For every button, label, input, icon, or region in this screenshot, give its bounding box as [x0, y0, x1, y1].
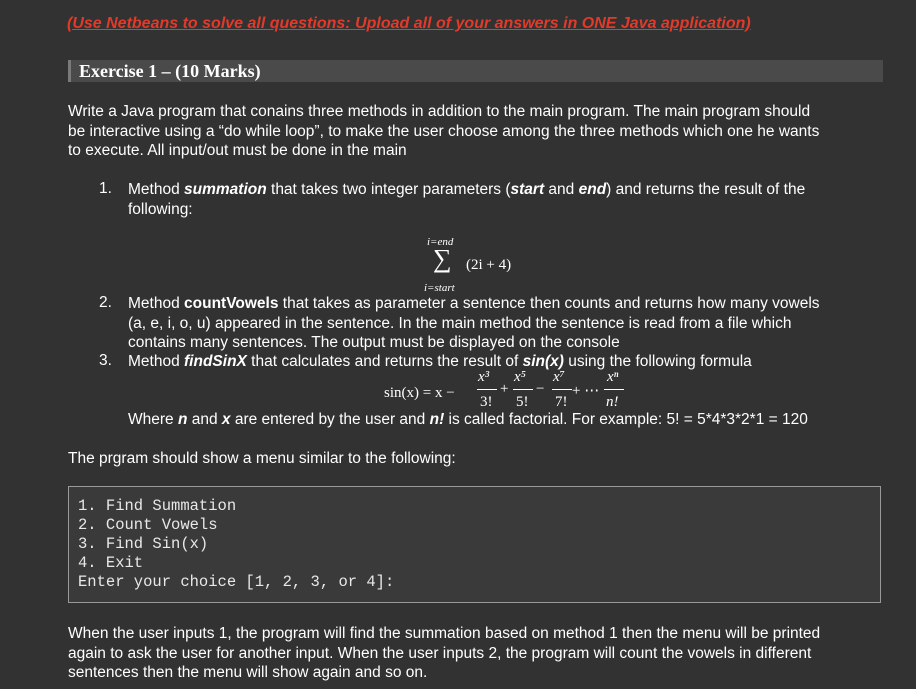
menu-line: 3. Find Sin(x) — [78, 535, 209, 553]
operator: + — [500, 381, 509, 397]
term1-denominator: 3! — [480, 394, 493, 410]
menu-line: 4. Exit — [78, 554, 144, 572]
list-item-count-vowels — [128, 294, 888, 353]
term2-fraction-bar — [513, 389, 533, 390]
var-x: x — [221, 411, 231, 428]
sinx-term: sin(x) — [522, 353, 564, 370]
list-number: 1. — [99, 180, 112, 197]
closing-line: again to ask the user for another input. When the user inputs 2, the program will count the vowels in different — [68, 644, 812, 662]
header-note: (Use Netbeans to solve all questions: Upload all of your answers in ONE Java application) — [67, 15, 751, 32]
menu-line: 2. Count Vowels — [78, 516, 218, 534]
list-number: 3. — [99, 352, 112, 369]
menu-example-box — [68, 486, 881, 603]
method-name: summation — [184, 181, 267, 198]
item-text: ) and returns the result of the — [606, 181, 806, 198]
sum-upper-limit: i=end — [427, 236, 454, 248]
item-text: Where — [128, 411, 178, 428]
term1-numerator: x³ — [478, 369, 490, 385]
item-text: contains many sentences. The output must be displayed on the console — [128, 334, 620, 351]
term2-numerator: x⁵ — [514, 369, 526, 385]
term3-fraction-bar — [552, 389, 572, 390]
item-text: (a, e, i, o, u) appeared in the sentence. In the main method the sentence is read from a file which — [128, 314, 792, 332]
item-text: are entered by the user and — [230, 411, 430, 428]
item-prefix: Method — [128, 353, 185, 370]
term3-denominator: 7! — [555, 394, 568, 410]
item-text: using the following formula — [563, 353, 752, 370]
sum-body: (2i + 4) — [466, 257, 512, 273]
operator: + ⋯ — [572, 383, 600, 399]
operator: − — [536, 381, 545, 397]
intro-line: Write a Java program that conains three methods in addition to the main program. The main program should — [68, 103, 811, 120]
menu-prompt: Enter your choice [1, 2, 3, or 4]: — [78, 573, 395, 591]
item-text: that calculates and returns the result of — [246, 353, 523, 370]
intro-paragraph — [68, 102, 888, 161]
method-name: countVowels — [184, 295, 279, 312]
exercise-title: Exercise 1 – (10 Marks) — [79, 61, 261, 81]
term3-numerator: x⁷ — [553, 369, 565, 385]
termn-denominator: n! — [606, 394, 619, 410]
menu-intro: The prgram should show a menu similar to the following: — [68, 450, 456, 467]
list-item-summation — [128, 180, 888, 219]
intro-line: be interactive using a “do while loop”, to make the user choose among the three methods which one he wants — [68, 122, 820, 140]
exercise-heading-bar — [68, 60, 883, 82]
menu-line: 1. Find Summation — [78, 497, 237, 515]
intro-line: to execute. All input/out must be done in the main — [68, 142, 407, 159]
var-n: n — [177, 411, 188, 428]
where-line — [128, 410, 888, 430]
list-number: 2. — [99, 294, 112, 311]
item-text: and — [187, 411, 222, 428]
term2-denominator: 5! — [516, 394, 529, 410]
var-nfact: n! — [429, 411, 445, 428]
termn-fraction-bar — [604, 389, 624, 390]
item-text: that takes as parameter a sentence then counts and returns how many vowels — [278, 295, 820, 312]
item-text: is called factorial. For example: 5! = 5*4*3*2*1 = 120 — [444, 411, 808, 428]
list-item-find-sinx — [128, 352, 888, 372]
sigma-symbol: ∑ — [433, 244, 452, 273]
item-text: that takes two integer parameters ( — [266, 181, 511, 198]
closing-line: sentences then the menu will show again and so on. — [68, 664, 428, 681]
closing-line: When the user inputs 1, the program will find the summation based on method 1 then the menu will be printed — [68, 625, 821, 642]
item-prefix: Method — [128, 295, 185, 312]
term1-fraction-bar — [477, 389, 497, 390]
sin-formula-lhs: sin(x) = x − — [384, 385, 455, 401]
item-text: and — [544, 181, 579, 198]
item-prefix: Method — [128, 181, 185, 198]
param-end: end — [578, 181, 607, 198]
item-text: following: — [128, 200, 193, 218]
sum-lower-limit: i=start — [424, 282, 455, 294]
param-start: start — [510, 181, 545, 198]
termn-numerator: xⁿ — [607, 369, 619, 385]
closing-paragraph — [68, 624, 888, 683]
method-name: findSinX — [184, 353, 247, 370]
